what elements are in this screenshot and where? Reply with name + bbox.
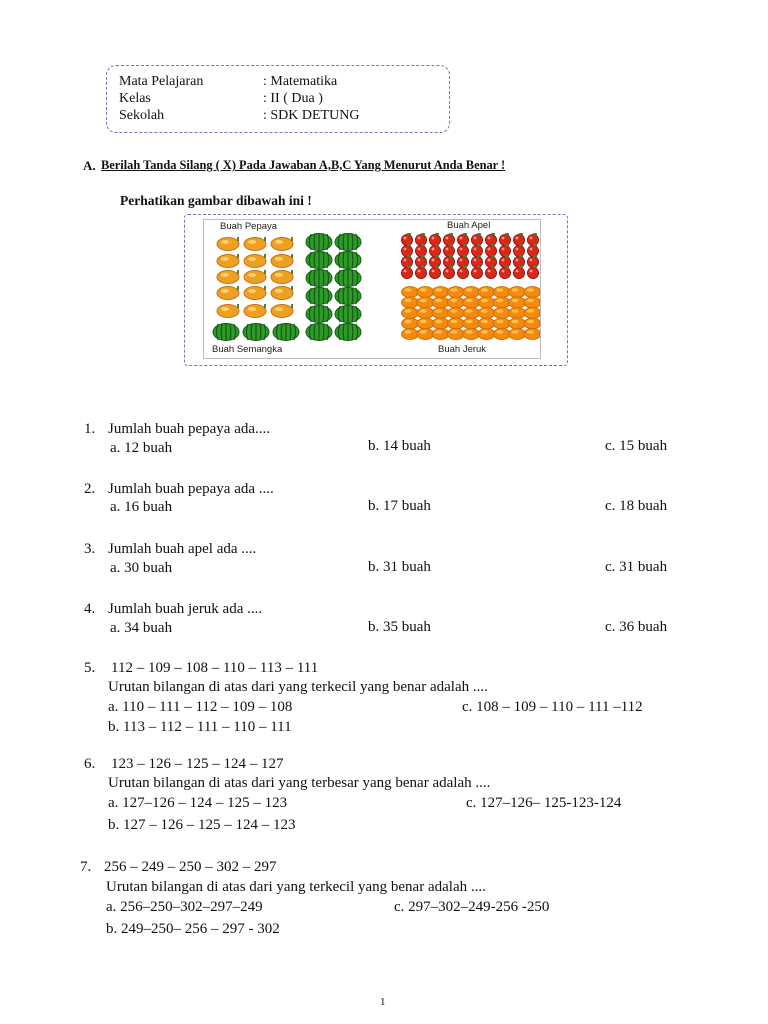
question-stem: Jumlah buah apel ada ....: [108, 541, 257, 557]
orange-icon: [463, 329, 480, 340]
orange-icon: [539, 318, 540, 329]
info-value: : Matematika: [263, 74, 338, 89]
apple-icon: [443, 233, 454, 246]
question-stem: Jumlah buah pepaya ada ....: [108, 481, 274, 497]
papaya-icon: [244, 237, 266, 251]
papaya-icon: [217, 254, 239, 268]
question-stem: Jumlah buah jeruk ada ....: [108, 601, 263, 617]
papaya-icon: [271, 286, 293, 300]
watermelon-icon: [335, 252, 361, 269]
orange-icon: [463, 287, 480, 298]
orange-icon: [402, 318, 419, 329]
subject-info-box: [106, 65, 450, 133]
option-b[interactable]: b. 14 buah: [368, 438, 431, 454]
orange-icon: [463, 308, 480, 319]
question-number: 6.: [84, 756, 96, 772]
apple-icon: [401, 266, 412, 279]
apple-icon: [429, 233, 440, 246]
apple-icon: [415, 255, 426, 268]
apple-icon: [499, 266, 510, 279]
option-b[interactable]: b. 31 buah: [368, 559, 431, 575]
option-c[interactable]: c. 127–126– 125-123-124: [466, 795, 622, 811]
orange-icon: [493, 329, 510, 340]
apple-icon: [471, 233, 482, 246]
watermelon-icon: [335, 288, 361, 305]
option-a[interactable]: a. 34 buah: [110, 620, 173, 636]
orange-icon: [447, 297, 464, 308]
orange-icon: [432, 318, 449, 329]
papaya-icon: [271, 270, 293, 284]
orange-icon: [447, 287, 464, 298]
orange-icon: [493, 297, 510, 308]
papaya-icon: [244, 270, 266, 284]
option-b[interactable]: b. 17 buah: [368, 498, 431, 514]
papaya-icon: [217, 237, 239, 251]
apple-icon: [527, 244, 538, 257]
orange-icon: [539, 308, 540, 319]
orange-icon: [509, 318, 526, 329]
watermelon-icon: [306, 324, 332, 341]
apple-icon: [429, 266, 440, 279]
orange-icon: [524, 308, 540, 319]
option-b[interactable]: b. 127 – 126 – 125 – 124 – 123: [108, 817, 296, 833]
watermelon-icon: [335, 234, 361, 251]
apple-icon: [443, 255, 454, 268]
watermelon-icon: [335, 270, 361, 287]
apple-icon: [401, 255, 412, 268]
orange-icon: [402, 297, 419, 308]
orange-icon: [539, 297, 540, 308]
question-stem: Urutan bilangan di atas dari yang terkecil yang benar adalah ....: [106, 879, 486, 895]
papaya-icon: [217, 270, 239, 284]
apple-icon: [415, 233, 426, 246]
apple-icon: [499, 255, 510, 268]
fruit-illustration: [204, 220, 540, 358]
orange-icon: [402, 308, 419, 319]
apple-icon: [471, 255, 482, 268]
apple-icon: [457, 233, 468, 246]
papaya-icon: [244, 304, 266, 318]
option-c[interactable]: c. 36 buah: [605, 619, 668, 635]
apple-icon: [415, 266, 426, 279]
orange-icon: [509, 329, 526, 340]
info-value: : II ( Dua ): [263, 91, 323, 106]
apple-icon: [527, 233, 538, 246]
apple-icon: [429, 255, 440, 268]
info-label: Mata Pelajaran: [119, 74, 204, 89]
option-b[interactable]: b. 249–250– 256 – 297 - 302: [106, 921, 280, 937]
papaya-icon: [271, 237, 293, 251]
orange-icon: [432, 287, 449, 298]
label-papaya: Buah Pepaya: [220, 221, 278, 232]
info-label: Kelas: [119, 91, 151, 106]
orange-icon: [432, 297, 449, 308]
section-instruction: Berilah Tanda Silang ( X) Pada Jawaban A,B,C Yang Menurut Anda Benar !: [101, 158, 506, 172]
orange-icon: [524, 318, 540, 329]
orange-icon: [524, 287, 540, 298]
option-c[interactable]: c. 108 – 109 – 110 – 111 –112: [462, 699, 643, 715]
option-c[interactable]: c. 297–302–249-256 -250: [394, 899, 550, 915]
apple-icon: [499, 233, 510, 246]
orange-icon: [417, 287, 434, 298]
orange-icon: [493, 318, 510, 329]
apple-icon: [443, 266, 454, 279]
page-number: 1: [380, 996, 386, 1008]
question-stem: Urutan bilangan di atas dari yang terbesar yang benar adalah ....: [108, 775, 491, 791]
orange-icon: [539, 329, 540, 340]
label-watermelon: Buah Semangka: [212, 344, 283, 355]
orange-icon: [493, 308, 510, 319]
question-number: 2.: [84, 481, 96, 497]
option-a[interactable]: a. 110 – 111 – 112 – 109 – 108: [108, 699, 293, 715]
apple-icon: [457, 266, 468, 279]
orange-icon: [539, 287, 540, 298]
question-stem: Jumlah buah pepaya ada....: [108, 421, 271, 437]
watermelon-icon: [306, 306, 332, 323]
option-c[interactable]: c. 15 buah: [605, 438, 668, 454]
fruit-picture: [203, 219, 541, 359]
question-number: 5.: [84, 660, 96, 676]
apple-icon: [457, 255, 468, 268]
orange-icon: [417, 318, 434, 329]
number-sequence: 112 – 109 – 108 – 110 – 113 – 111: [111, 660, 319, 676]
apple-icon: [499, 244, 510, 257]
orange-icon: [478, 287, 495, 298]
fruit-picture-frame: [184, 214, 568, 366]
orange-icon: [417, 297, 434, 308]
question-number: 1.: [84, 421, 96, 437]
apple-icon: [443, 244, 454, 257]
label-orange: Buah Jeruk: [438, 344, 487, 355]
orange-icon: [478, 329, 495, 340]
orange-icon: [463, 297, 480, 308]
orange-icon: [417, 308, 434, 319]
orange-icon: [417, 329, 434, 340]
apple-icon: [429, 244, 440, 257]
section-letter: A.: [83, 158, 96, 173]
watermelon-icon: [273, 324, 299, 341]
watermelon-icon: [306, 252, 332, 269]
orange-icon: [447, 308, 464, 319]
number-sequence: 123 – 126 – 125 – 124 – 127: [111, 756, 284, 772]
option-a[interactable]: a. 12 buah: [110, 440, 173, 456]
orange-icon: [509, 297, 526, 308]
papaya-icon: [244, 286, 266, 300]
apple-icon: [471, 244, 482, 257]
apple-icon: [513, 266, 524, 279]
question-number: 4.: [84, 601, 96, 617]
apple-icon: [527, 255, 538, 268]
apple-icon: [485, 233, 496, 246]
info-label: Sekolah: [119, 108, 165, 123]
apple-icon: [415, 244, 426, 257]
apple-icon: [513, 255, 524, 268]
apple-icon: [485, 266, 496, 279]
number-sequence: 256 – 249 – 250 – 302 – 297: [104, 859, 277, 875]
label-apple: Buah Apel: [447, 220, 491, 231]
question-number: 7.: [80, 859, 92, 875]
orange-icon: [509, 287, 526, 298]
orange-icon: [493, 287, 510, 298]
watermelon-icon: [306, 234, 332, 251]
orange-icon: [402, 287, 419, 298]
option-a[interactable]: a. 30 buah: [110, 560, 173, 576]
option-b[interactable]: b. 35 buah: [368, 619, 431, 635]
apple-icon: [513, 244, 524, 257]
apple-icon: [401, 233, 412, 246]
watermelon-icon: [243, 324, 269, 341]
orange-icon: [478, 318, 495, 329]
option-c[interactable]: c. 31 buah: [605, 559, 668, 575]
question-number: 3.: [84, 541, 96, 557]
watermelon-icon: [306, 270, 332, 287]
apple-icon: [513, 233, 524, 246]
orange-icon: [478, 308, 495, 319]
orange-icon: [432, 329, 449, 340]
picture-subheading: Perhatikan gambar dibawah ini !: [120, 193, 312, 208]
apple-icon: [471, 266, 482, 279]
papaya-icon: [217, 286, 239, 300]
orange-icon: [447, 318, 464, 329]
apple-icon: [527, 266, 538, 279]
info-value: : SDK DETUNG: [263, 108, 360, 123]
orange-icon: [478, 297, 495, 308]
papaya-icon: [217, 304, 239, 318]
option-a[interactable]: a. 16 buah: [110, 499, 173, 515]
orange-icon: [509, 308, 526, 319]
papaya-icon: [244, 254, 266, 268]
apple-icon: [485, 255, 496, 268]
orange-icon: [432, 308, 449, 319]
watermelon-icon: [335, 306, 361, 323]
option-b[interactable]: b. 113 – 112 – 111 – 110 – 111: [108, 719, 292, 735]
apple-icon: [485, 244, 496, 257]
apple-icon: [457, 244, 468, 257]
option-a[interactable]: a. 127–126 – 124 – 125 – 123: [108, 795, 288, 811]
watermelon-icon: [213, 324, 239, 341]
option-a[interactable]: a. 256–250–302–297–249: [106, 899, 263, 915]
apple-icon: [401, 244, 412, 257]
watermelon-icon: [335, 324, 361, 341]
papaya-icon: [271, 254, 293, 268]
option-c[interactable]: c. 18 buah: [605, 498, 668, 514]
orange-icon: [524, 329, 540, 340]
orange-icon: [402, 329, 419, 340]
watermelon-icon: [306, 288, 332, 305]
question-stem: Urutan bilangan di atas dari yang terkecil yang benar adalah ....: [108, 679, 488, 695]
orange-icon: [463, 318, 480, 329]
orange-icon: [447, 329, 464, 340]
papaya-icon: [271, 304, 293, 318]
orange-icon: [524, 297, 540, 308]
